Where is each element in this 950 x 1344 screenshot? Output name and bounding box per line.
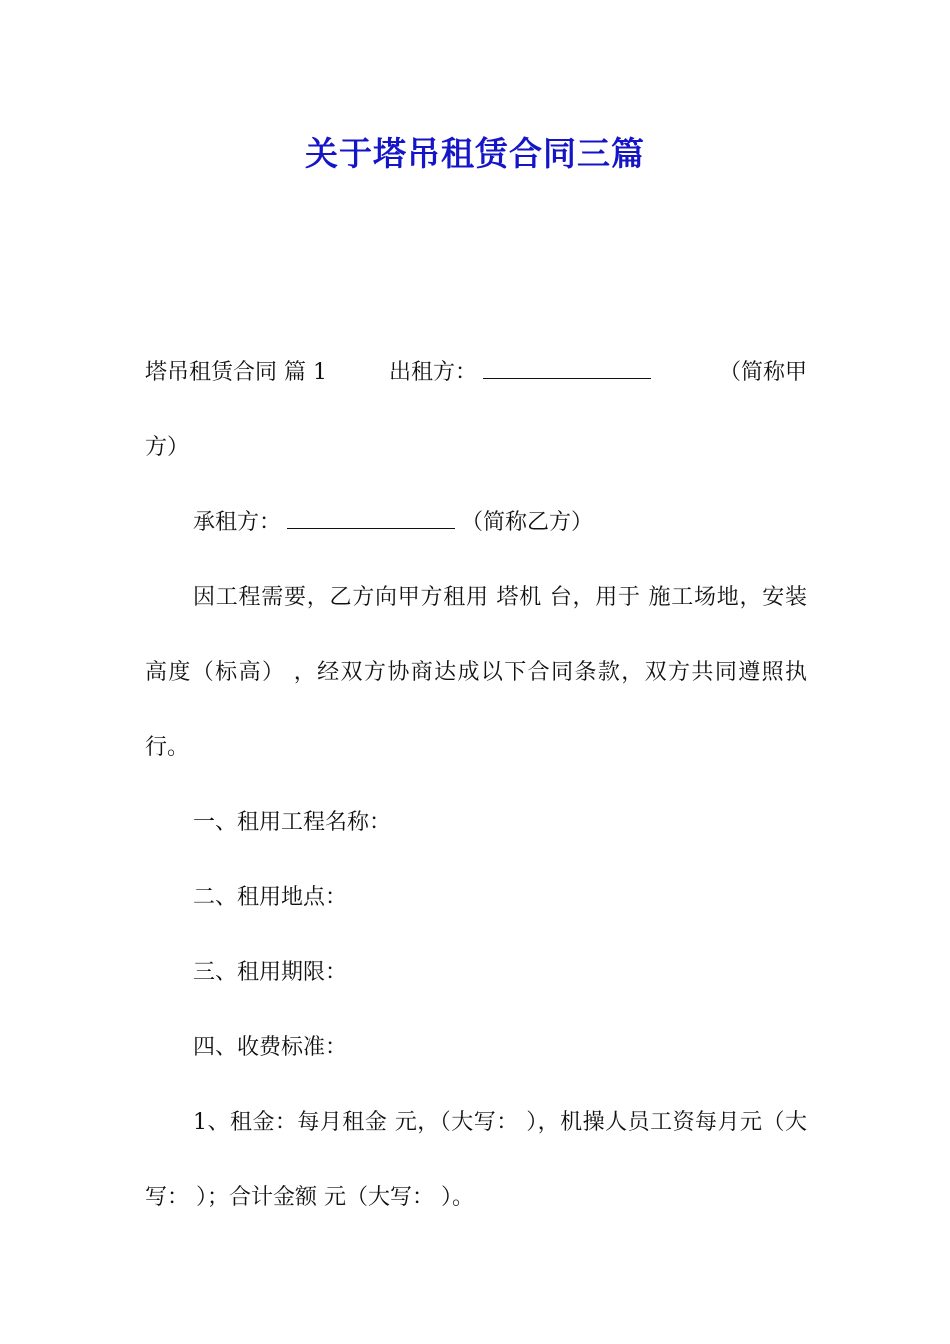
item-project-name: 一、租用工程名称： xyxy=(193,810,392,835)
lessee-label: 承租方： xyxy=(193,510,282,535)
document-title: 关于塔吊租赁合同三篇 xyxy=(305,134,645,173)
contract-heading: 塔吊租赁合同 篇 1 xyxy=(145,360,327,385)
item-term: 三、租用期限： xyxy=(193,960,348,985)
item-fee-standard: 四、收费标准： xyxy=(193,1035,348,1060)
lessor-blank xyxy=(483,356,651,379)
contract-heading-line xyxy=(145,335,807,410)
contract-body xyxy=(145,335,807,1235)
intro-paragraph: 因工程需要，乙方向甲方租用 塔机 台，用于 施工场地，安装高度（标高） ，经双方协商达成以下合同条款，双方共同遵照执行。 xyxy=(145,585,807,760)
lessor-suffix-cont: 方） xyxy=(145,435,190,460)
fee-paragraph: 1、租金：每月租金 元，（大写： ），机操人员工资每月元（大写： ）；合计金额 元（大写： ）。 xyxy=(145,1110,807,1210)
lessee-suffix: （简称乙方） xyxy=(461,510,594,535)
lessor-label: 出租方： xyxy=(388,360,477,385)
lessor-suffix: （简称甲 xyxy=(718,360,807,385)
lessor-field xyxy=(389,335,657,410)
lessee-blank xyxy=(287,506,455,529)
item-location: 二、租用地点： xyxy=(193,885,348,910)
lessee-line xyxy=(145,485,807,560)
